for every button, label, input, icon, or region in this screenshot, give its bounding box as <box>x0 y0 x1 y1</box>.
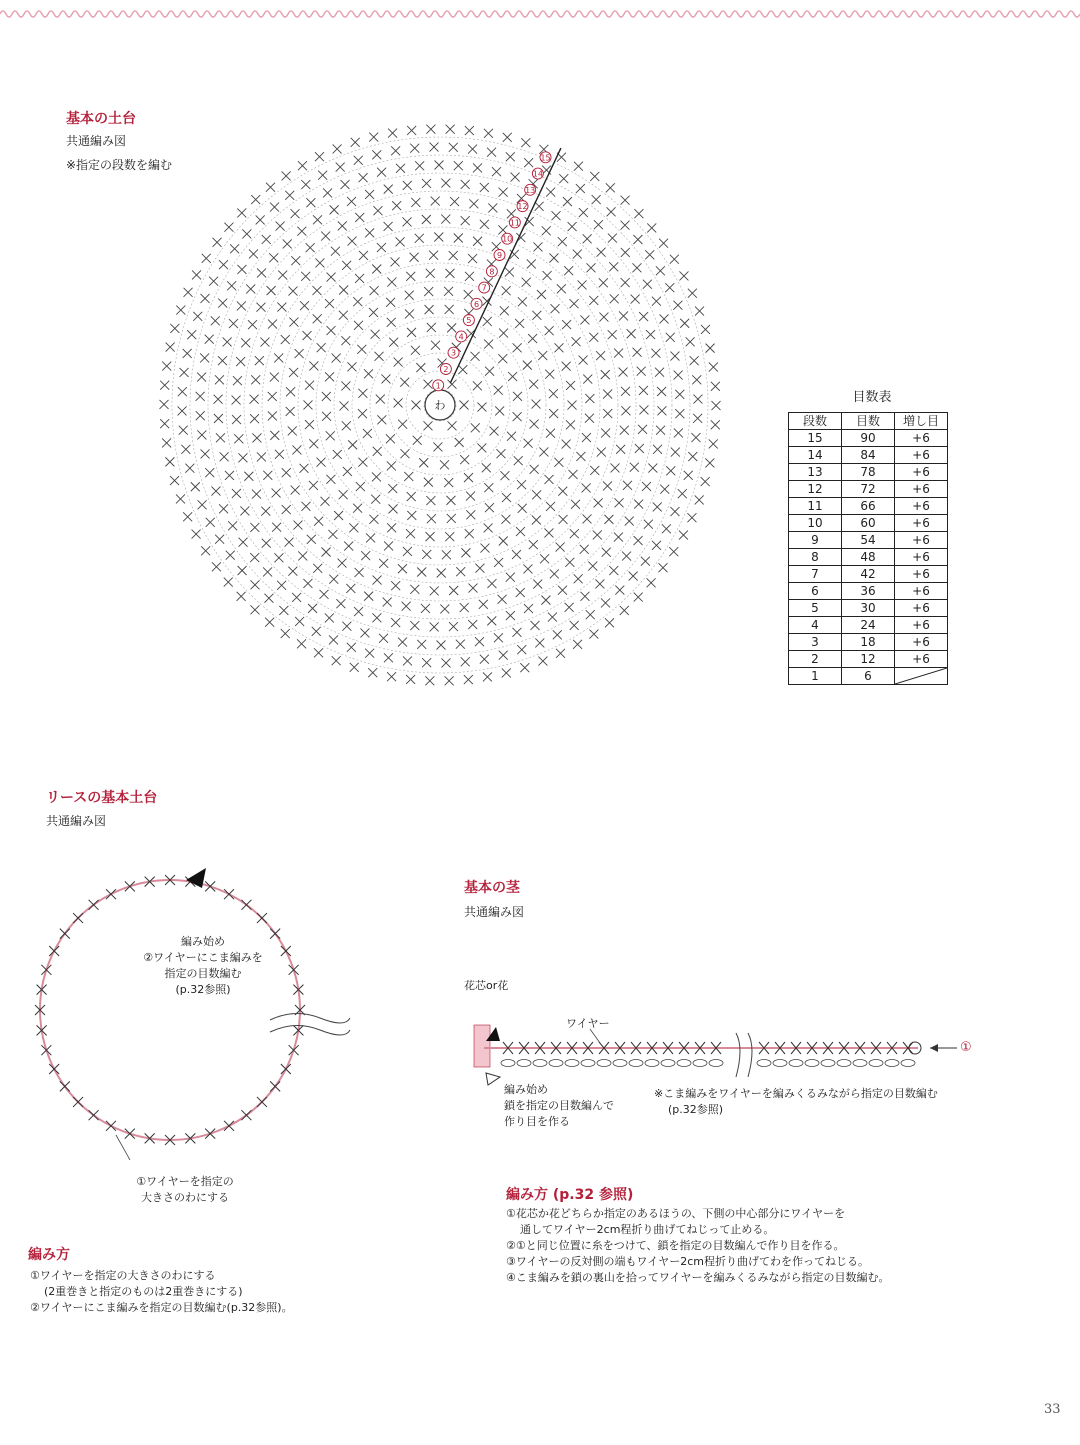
section-title-stem: 基本の茎 <box>464 880 520 896</box>
section-subtitle-base: 共通編み図 <box>66 134 127 148</box>
table-cell: 30 <box>842 600 895 617</box>
section-subtitle-wreath: 共通編み図 <box>46 814 107 828</box>
table-row <box>789 481 948 498</box>
table-row <box>789 583 948 600</box>
round-number-marker <box>532 168 543 179</box>
table-cell: +6 <box>895 430 948 447</box>
table-cell: 1 <box>789 668 842 685</box>
table-cell: 78 <box>842 464 895 481</box>
round-number-marker <box>540 152 551 163</box>
svg-text:3: 3 <box>450 348 457 358</box>
table-cell: +6 <box>895 651 948 668</box>
stitch-count-table <box>788 412 948 685</box>
table-cell: 42 <box>842 566 895 583</box>
svg-text:8: 8 <box>489 267 495 277</box>
svg-text:14: 14 <box>532 169 543 179</box>
wreath-ring-diagram <box>20 850 360 1180</box>
table-cell: 72 <box>842 481 895 498</box>
svg-text:7: 7 <box>481 283 487 293</box>
table-cell: 90 <box>842 430 895 447</box>
table-cell: 6 <box>842 668 895 685</box>
wreath-start-callout: 編み始め ②ワイヤーにこま編みを 指定の目数編む (p.32参照) <box>143 935 263 996</box>
end-triangle-icon <box>486 1073 500 1085</box>
round-number-marker <box>471 298 482 309</box>
table-cell: 4 <box>789 617 842 634</box>
table-row <box>789 600 948 617</box>
decorative-top-border <box>0 6 1080 22</box>
section-subtitle-stem: 共通編み図 <box>464 905 525 919</box>
table-cell: +6 <box>895 498 948 515</box>
stem-note-callout: ※こま編みをワイヤーを編みくるみながら指定の目数編む (p.32参照) <box>654 1087 938 1116</box>
stem-wire-label: ワイヤー <box>566 1017 610 1030</box>
table-row <box>789 464 948 481</box>
round-number-marker <box>456 331 467 342</box>
table-cell: 2 <box>789 651 842 668</box>
stitch-table-title: 目数表 <box>852 390 892 405</box>
table-cell: 48 <box>842 549 895 566</box>
table-cell: 36 <box>842 583 895 600</box>
table-header-cell: 段数 <box>789 413 842 430</box>
round-number-marker <box>433 380 444 391</box>
stem-howto-list: ①花芯か花どちらか指定のあるほうの、下側の中心部分にワイヤーを 通してワイヤー2cm程折り曲げてねじって止める。 ②①と同じ位置に糸をつけて、鎖を指定の目数編んで作り目を作る。 ③ワイヤーの反対側の端もワイヤー2cm程折り曲げてわを作ってねじる。 ④こま編みを鎖の裏山を拾ってワイヤーを編みくるみながら指定の目数編む。 <box>506 1207 890 1284</box>
break-mark <box>270 1013 350 1023</box>
table-cell: +6 <box>895 549 948 566</box>
stem-start-callout: 編み始め 鎖を指定の目数編んで 作り目を作る <box>504 1083 614 1128</box>
table-cell: +6 <box>895 583 948 600</box>
table-cell: 10 <box>789 515 842 532</box>
table-cell: 3 <box>789 634 842 651</box>
section-title-wreath: リースの基本土台 <box>46 790 158 806</box>
magic-ring-label: わ <box>434 399 446 412</box>
table-row <box>789 634 948 651</box>
table-cell: 84 <box>842 447 895 464</box>
svg-text:12: 12 <box>517 202 528 212</box>
flower-core-block <box>474 1025 490 1067</box>
section-note-base: ※指定の段数を編む <box>66 158 173 172</box>
round-number-marker <box>502 233 513 244</box>
stem-flower-label: 花芯or花 <box>464 979 509 992</box>
table-cell: 7 <box>789 566 842 583</box>
table-cell: +6 <box>895 566 948 583</box>
table-row <box>789 532 948 549</box>
table-row <box>789 447 948 464</box>
table-cell <box>895 668 948 685</box>
stem-howto-title: 編み方 (p.32 参照) <box>506 1187 634 1203</box>
stitch-marks <box>35 875 305 1145</box>
table-row <box>789 549 948 566</box>
table-row <box>789 668 948 685</box>
svg-text:10: 10 <box>502 234 513 244</box>
table-cell: 6 <box>789 583 842 600</box>
svg-text:6: 6 <box>473 299 480 309</box>
round-number-marker <box>525 184 536 195</box>
table-header-cell: 増し目 <box>895 413 948 430</box>
table-row <box>789 651 948 668</box>
table-cell: 24 <box>842 617 895 634</box>
table-cell: +6 <box>895 447 948 464</box>
table-cell: 12 <box>789 481 842 498</box>
table-cell: 13 <box>789 464 842 481</box>
table-row <box>789 515 948 532</box>
round-number-marker <box>517 201 528 212</box>
table-row <box>789 566 948 583</box>
table-cell: 14 <box>789 447 842 464</box>
wreath-howto-list: ①ワイヤーを指定の大きさのわにする (2重巻きと指定のものは2重巻きにする) ②ワイヤーにこま編みを指定の目数編む(p.32参照)。 <box>30 1269 293 1314</box>
svg-text:13: 13 <box>525 185 536 195</box>
wreath-howto-title: 編み方 <box>28 1247 70 1263</box>
round-number-marker <box>440 363 451 374</box>
table-cell: 5 <box>789 600 842 617</box>
round-number-marker <box>509 217 520 228</box>
page-number: 33 <box>1044 1402 1061 1417</box>
table-cell: 54 <box>842 532 895 549</box>
stem-arrow-label: ① <box>960 1040 972 1055</box>
svg-text:4: 4 <box>458 332 464 342</box>
table-cell: 11 <box>789 498 842 515</box>
break-mark <box>736 1033 740 1077</box>
table-cell: 8 <box>789 549 842 566</box>
svg-text:5: 5 <box>466 316 472 326</box>
table-cell: 15 <box>789 430 842 447</box>
round-crochet-chart <box>150 115 730 695</box>
table-cell: +6 <box>895 634 948 651</box>
table-cell: +6 <box>895 464 948 481</box>
svg-text:2: 2 <box>443 364 449 374</box>
table-cell: +6 <box>895 617 948 634</box>
table-cell: +6 <box>895 481 948 498</box>
table-cell: +6 <box>895 600 948 617</box>
round-number-marker <box>463 315 474 326</box>
svg-text:15: 15 <box>540 153 551 163</box>
section-title-base: 基本の土台 <box>66 111 136 127</box>
table-cell: 60 <box>842 515 895 532</box>
table-cell: +6 <box>895 532 948 549</box>
round-number-marker <box>494 249 505 260</box>
table-cell: 18 <box>842 634 895 651</box>
svg-text:1: 1 <box>435 381 441 391</box>
table-cell: +6 <box>895 515 948 532</box>
table-header-cell: 目数 <box>842 413 895 430</box>
svg-text:9: 9 <box>496 250 503 260</box>
round-number-marker <box>448 347 459 358</box>
table-cell: 12 <box>842 651 895 668</box>
table-cell: 66 <box>842 498 895 515</box>
table-cell: 9 <box>789 532 842 549</box>
round-number-marker <box>479 282 490 293</box>
table-row <box>789 498 948 515</box>
round-number-marker <box>486 266 497 277</box>
table-row <box>789 430 948 447</box>
wreath-wire-callout: ①ワイヤーを指定の 大きさのわにする <box>136 1175 234 1204</box>
svg-text:11: 11 <box>509 218 520 228</box>
table-row <box>789 617 948 634</box>
